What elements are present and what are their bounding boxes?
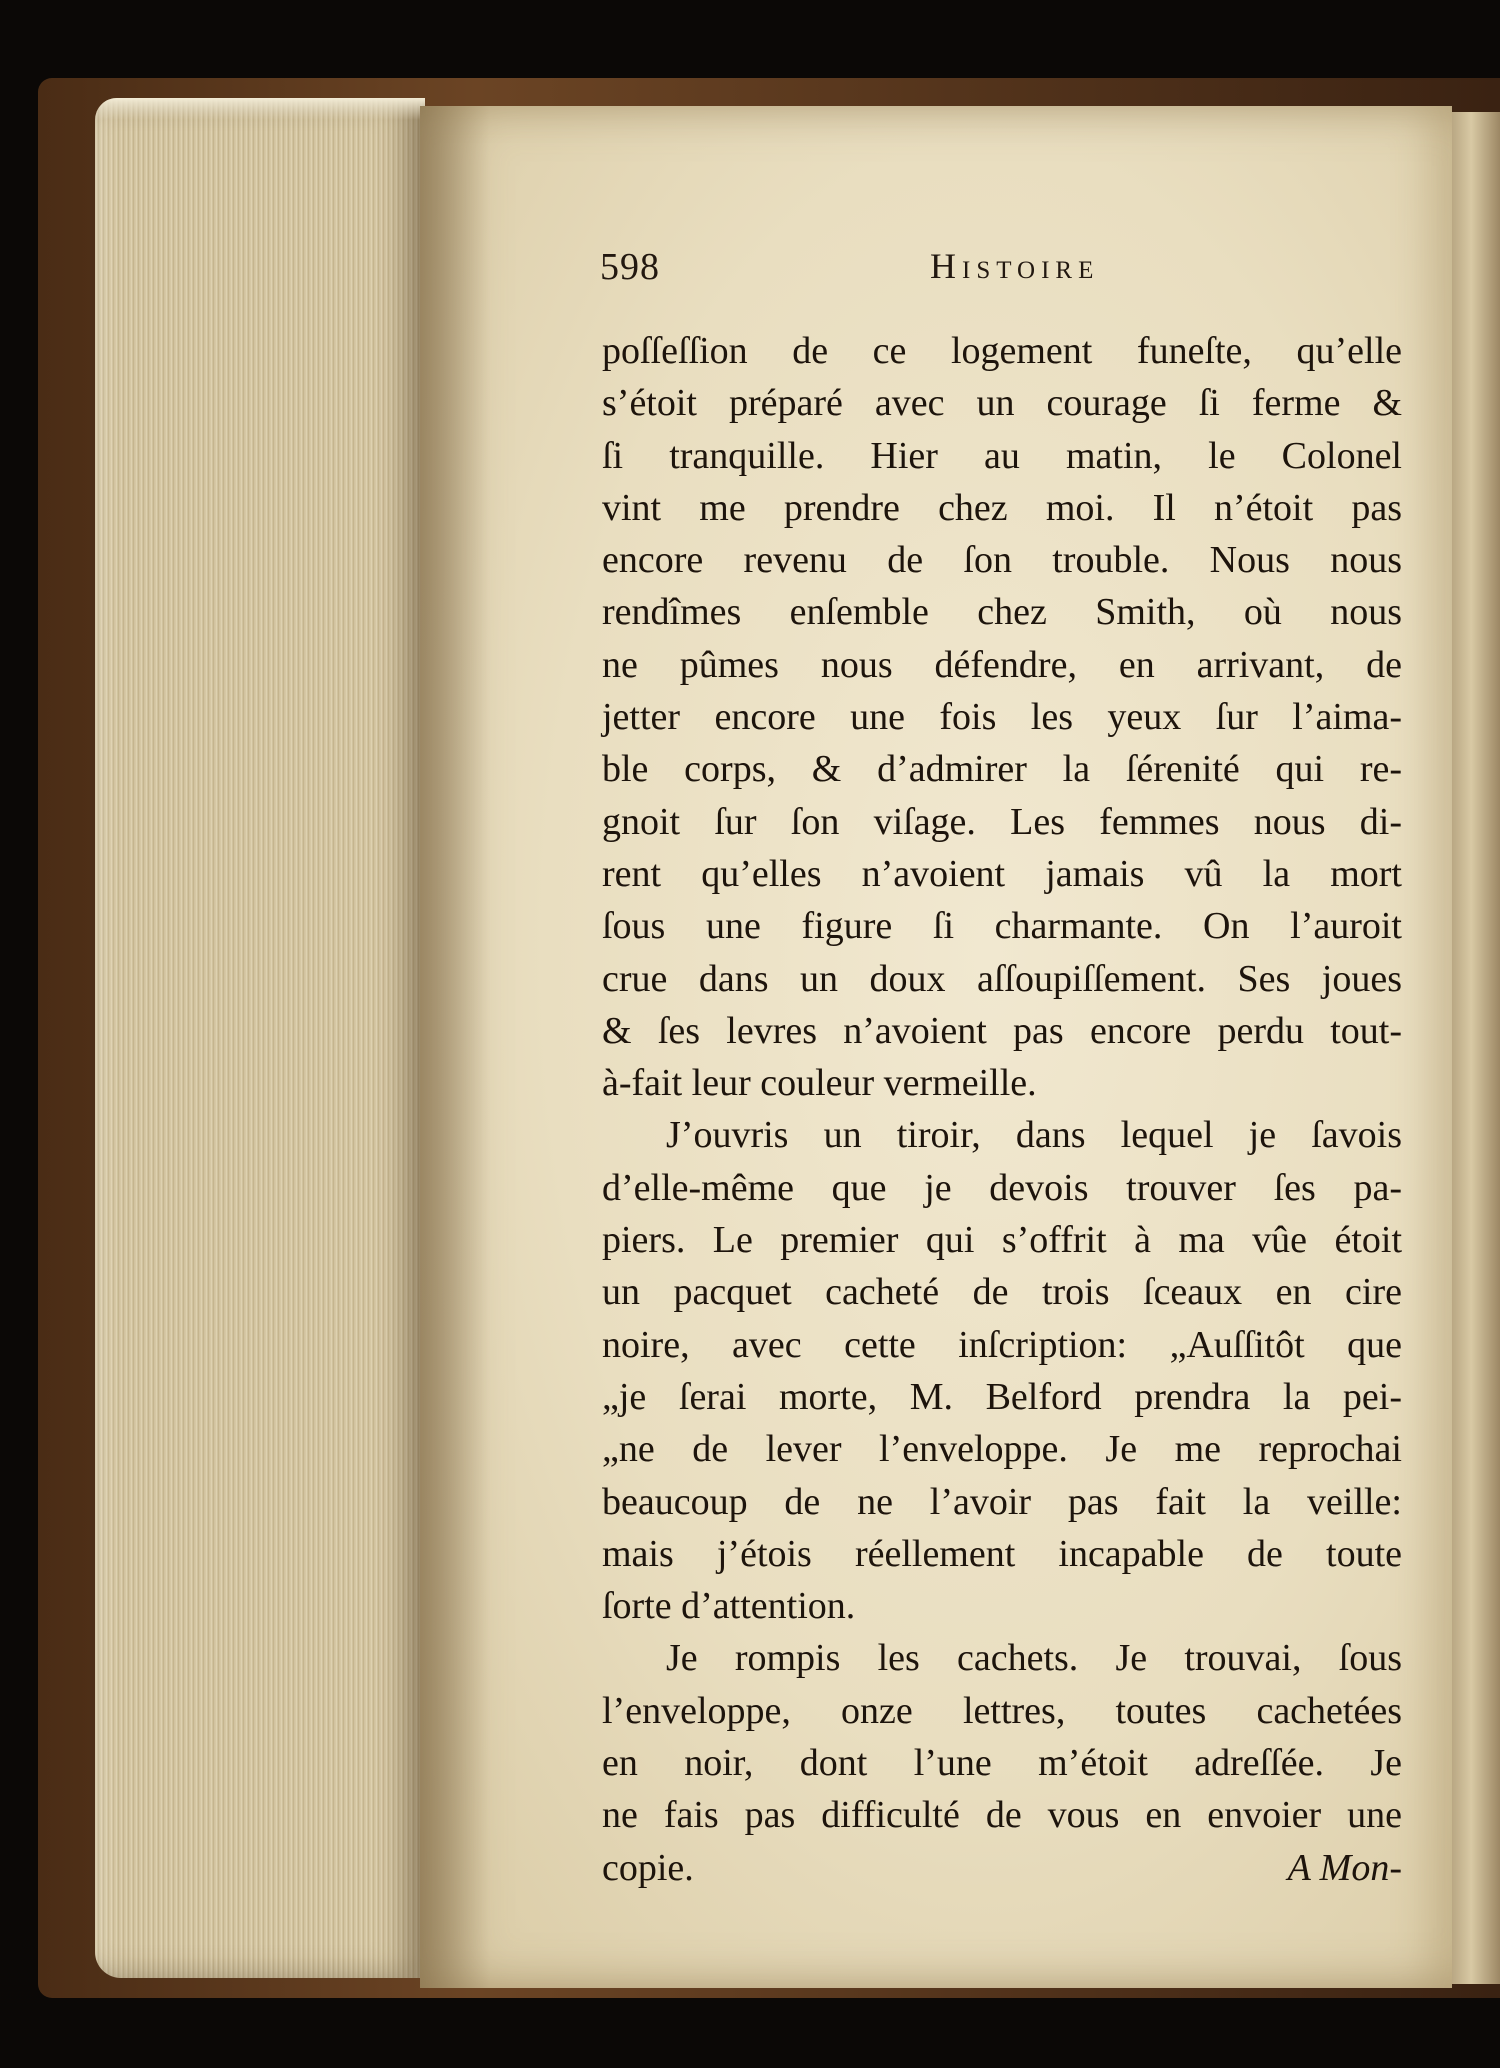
next-page-edge (1452, 112, 1500, 1984)
text-line: Je rompis les cachets. Je trouvai, ſous (666, 1637, 1402, 1680)
text-line: vint me prendre chez moi. Il n’étoit pas (602, 486, 1402, 529)
text-line: poſſeſſion de ce logement funeſte, qu’elle (602, 330, 1402, 372)
text-line: d’elle-même que je devois trouver ſes pa- (602, 1166, 1402, 1209)
text-line: ſi tranquille. Hier au matin, le Colonel (602, 434, 1402, 477)
text-line: & ſes levres n’avoient pas encore perdu tout- (602, 1009, 1402, 1052)
text-line: à-fait leur couleur vermeille. (602, 1062, 1037, 1105)
running-head (600, 245, 1200, 305)
text-line: ne fais pas difficulté de vous en envoier une (602, 1794, 1402, 1837)
text-line: jetter encore une fois les yeux ſur l’aima- (602, 696, 1402, 739)
text-line: ſorte d’attention. (602, 1585, 856, 1628)
binding-shadow (420, 106, 490, 1988)
text-line: „ne de lever l’enveloppe. Je me reprochai (602, 1428, 1402, 1471)
text-line: ſous une figure ſi charmante. On l’auroit (602, 905, 1402, 948)
text-line: ble corps, & d’admirer la ſérenité qui re- (602, 748, 1402, 791)
text-line: un pacquet cacheté de trois ſceaux en cire (602, 1271, 1402, 1314)
text-line: rent qu’elles n’avoient jamais vû la mort (602, 852, 1402, 895)
text-line: rendîmes enſemble chez Smith, où nous (602, 591, 1402, 634)
last-line (602, 1842, 1402, 1894)
text-line: en noir, dont l’une m’étoit adreſſée. Je (602, 1742, 1402, 1785)
text-line: encore revenu de ſon trouble. Nous nous (602, 539, 1402, 582)
text-line: „je ſerai morte, M. Belford prendra la pei- (602, 1375, 1402, 1418)
catchword: A Mon- (1287, 1846, 1402, 1889)
text-line: ne pûmes nous défendre, en arrivant, de (602, 643, 1402, 686)
text-line: copie. (602, 1846, 694, 1889)
body-text (602, 325, 1402, 1894)
page-number: 598 (600, 246, 660, 288)
page-stack-edge (95, 98, 425, 1978)
text-line: noire, avec cette inſcription: „Auſſitôt que (602, 1323, 1402, 1366)
text-line: gnoit ſur ſon viſage. Les femmes nous di- (602, 800, 1402, 843)
text-line: J’ouvris un tiroir, dans lequel je ſavois (666, 1114, 1402, 1157)
text-line: beaucoup de ne l’avoir pas fait la veille: (602, 1480, 1402, 1523)
text-line: s’étoit préparé avec un courage ſi ferme & (602, 382, 1402, 425)
text-line: mais j’étois réellement incapable de toute (602, 1532, 1402, 1575)
text-line: l’enveloppe, onze lettres, toutes cachetées (602, 1689, 1402, 1732)
text-line: piers. Le premier qui s’offrit à ma vûe étoit (602, 1219, 1402, 1262)
running-title: Histoire (930, 246, 1100, 286)
text-line: crue dans un doux aſſoupiſſement. Ses joues (602, 957, 1402, 1000)
